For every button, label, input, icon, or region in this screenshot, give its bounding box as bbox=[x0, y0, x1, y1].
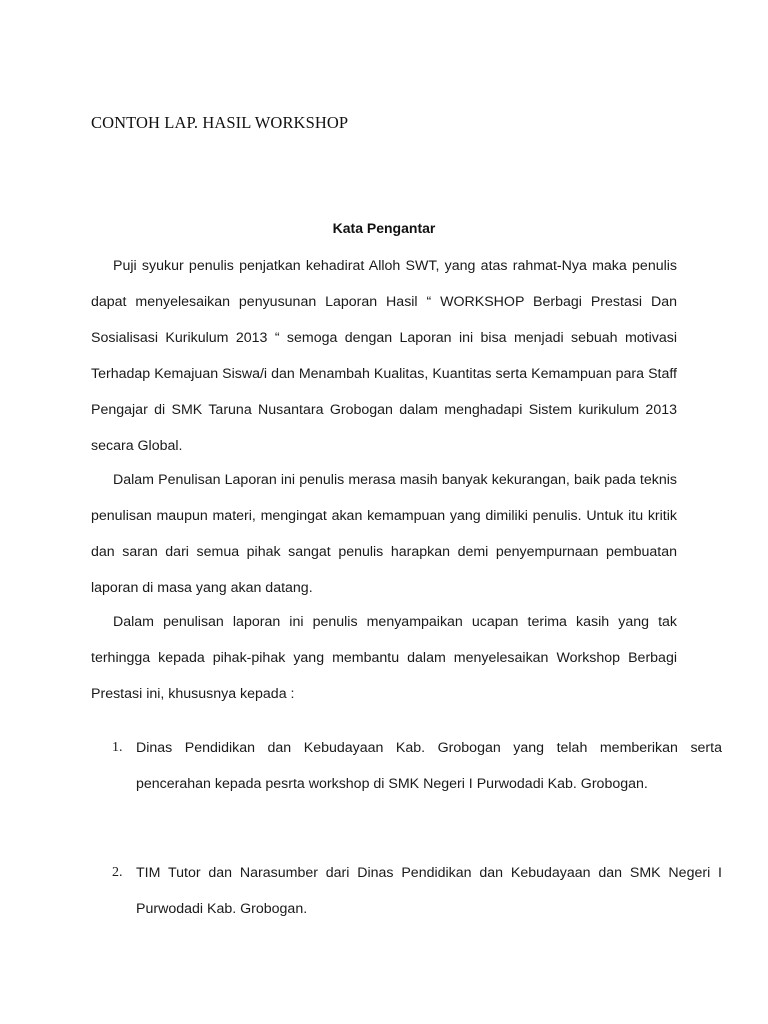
list-item bbox=[91, 855, 722, 927]
paragraph-shortcomings: Dalam Penulisan Laporan ini penulis merasa masih banyak kekurangan, baik pada teknis penulisan maupun materi, mengingat akan kemampuan yang dimiliki penulis. Untuk itu kritik dan saran dari semua pihak sangat penulis harapkan demi penyempurnaan pembuatan laporan di masa yang akan datang. bbox=[91, 472, 677, 596]
list-item-text: Dinas Pendidikan dan Kebudayaan Kab. Grobogan yang telah memberikan serta pencerahan kepada pesrta workshop di SMK Negeri I Purwodadi Kab. Grobogan. bbox=[136, 740, 722, 792]
list-item-number: 2. bbox=[112, 865, 123, 880]
list-item bbox=[91, 730, 722, 802]
list-item-text: TIM Tutor dan Narasumber dari Dinas Pendidikan dan Kebudayaan dan SMK Negeri I Purwodadi Kab. Grobogan. bbox=[136, 865, 722, 917]
section-heading: Kata Pengantar bbox=[332, 220, 436, 236]
paragraph-acknowledgement: Dalam penulisan laporan ini penulis menyampaikan ucapan terima kasih yang tak terhingga kepada pihak-pihak yang membantu dalam menyelesaikan Workshop Berbagi Prestasi ini, khususnya kepada : bbox=[91, 614, 677, 702]
document-title: CONTOH LAP. HASIL WORKSHOP bbox=[91, 113, 349, 132]
paragraph-opening: Puji syukur penulis penjatkan kehadirat Alloh SWT, yang atas rahmat-Nya maka penulis dapat menyelesaikan penyusunan Laporan Hasil “ WORKSHOP Berbagi Prestasi Dan Sosialisasi Kurikulum 2013 “ semoga dengan Laporan ini bisa menjadi sebuah motivasi Terhadap Kemajuan Siswa/i dan Menambah Kualitas, Kuantitas serta Kemampuan para Staff Pengajar di SMK Taruna Nusantara Grobogan dalam menghadapi Sistem kurikulum 2013 secara Global. bbox=[91, 258, 677, 454]
list-item-number: 1. bbox=[112, 740, 123, 755]
